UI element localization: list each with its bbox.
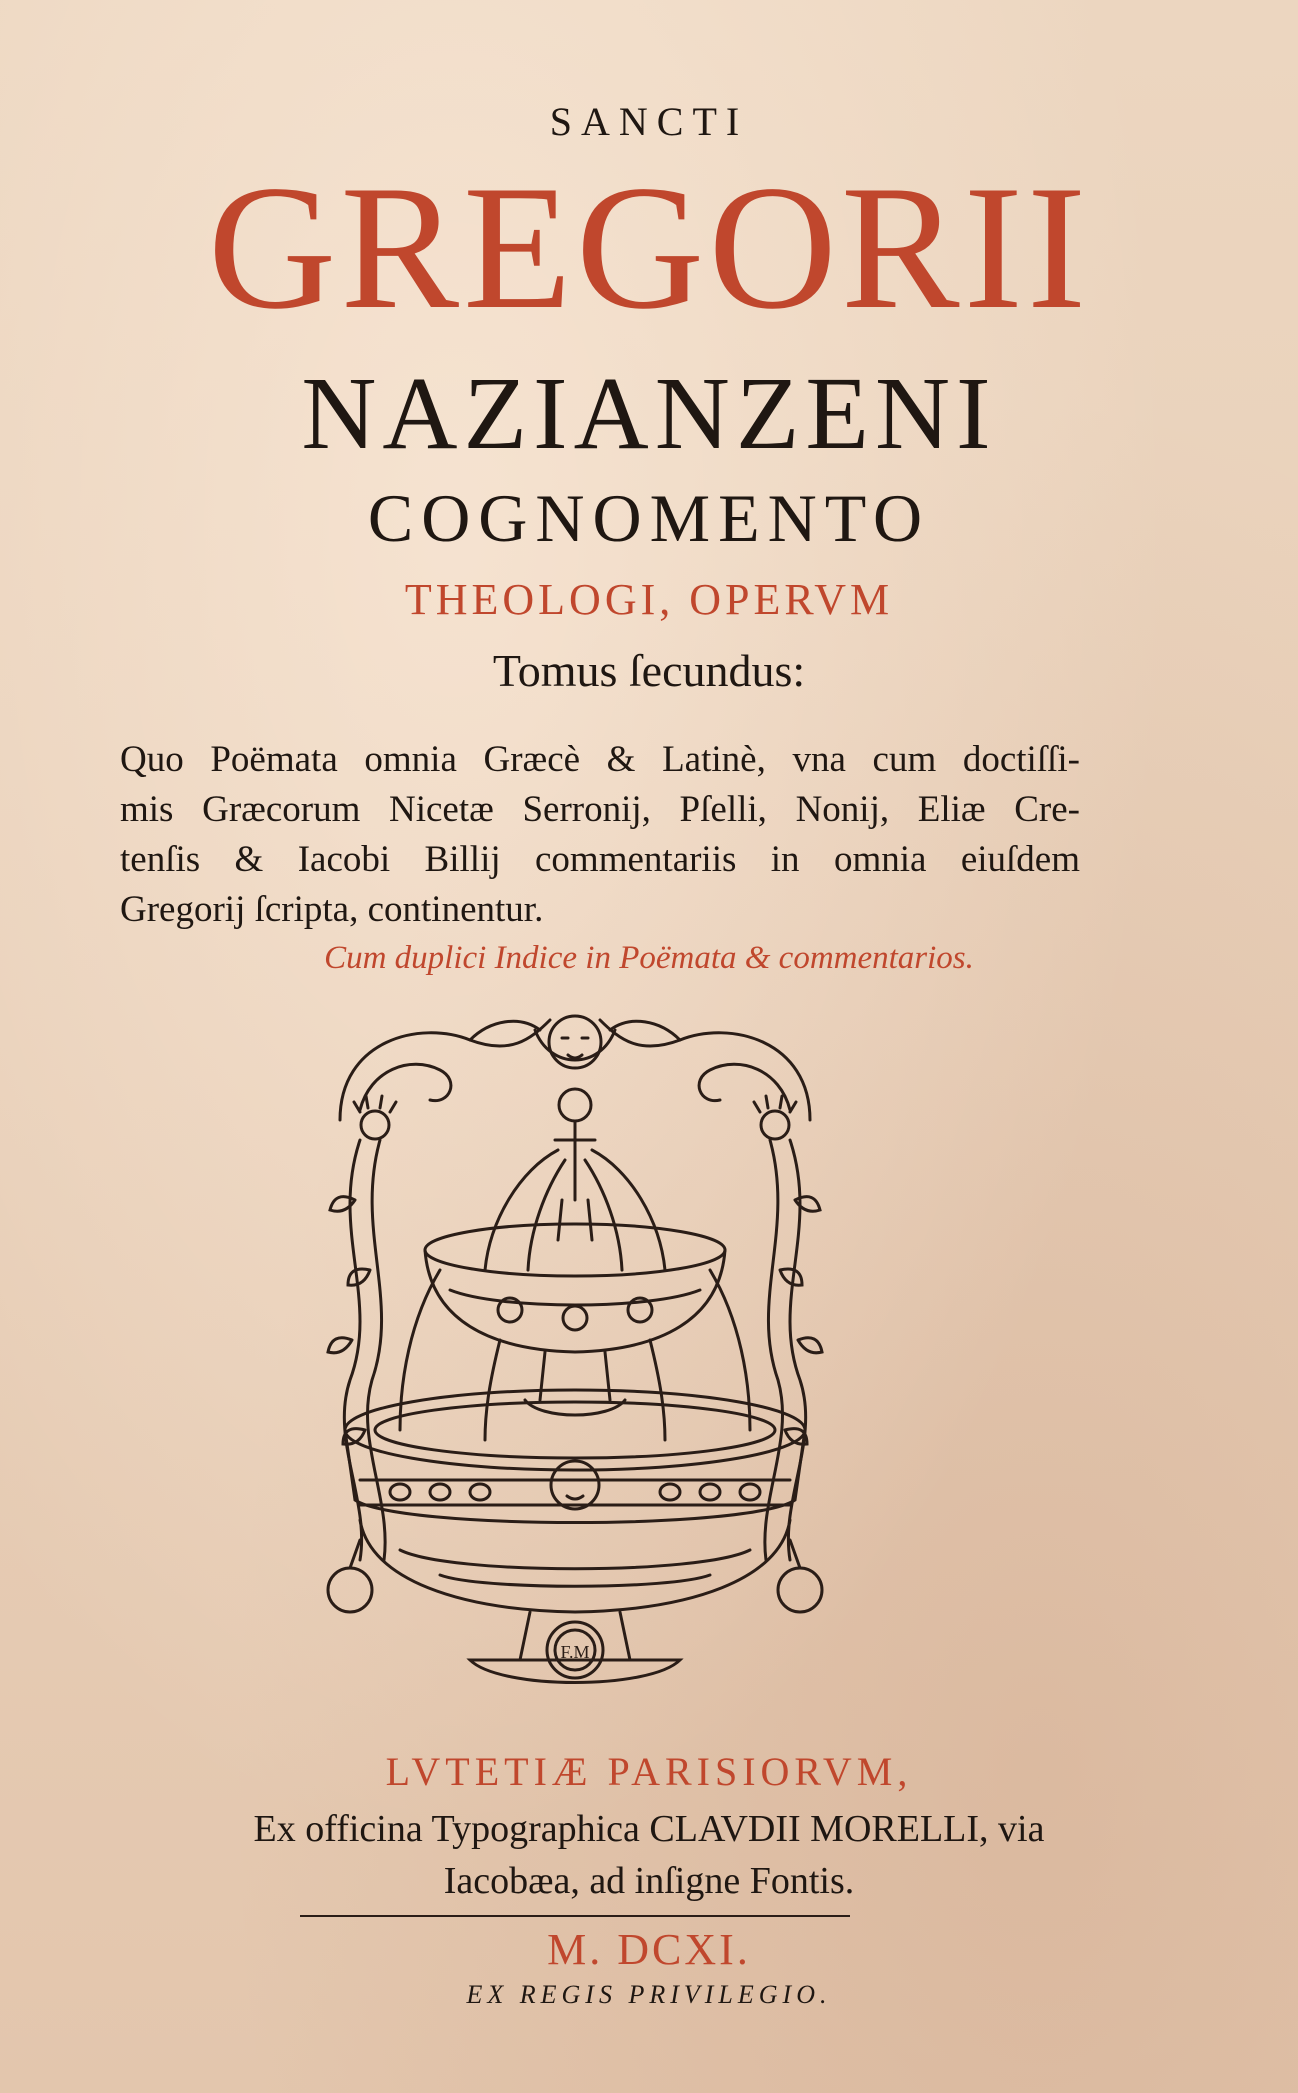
fountain-woodcut-icon (300, 1000, 850, 1720)
title-tomus: Tomus ſecundus: (492, 645, 806, 696)
imprint-printer: Ex officina Typographica CLAVDII MORELLI, via (253, 1808, 1045, 1850)
title-nazianzeni: NAZIANZENI (301, 356, 997, 471)
title-gregorii: GREGORII (207, 148, 1091, 346)
printer-initials: F.M (560, 1642, 590, 1662)
description-line: mis Græcorum Nicetæ Serronij, Pſelli, Nonij, Eliæ Cre- (120, 789, 1080, 830)
imprint-year: M. DCXI. (547, 1925, 751, 1974)
imprint-privilege: EX REGIS PRIVILEGIO. (466, 1980, 832, 2009)
description-paragraph (120, 735, 1080, 935)
title-sancti: SANCTI (549, 99, 749, 144)
index-note: Cum duplici Indice in Poëmata & commentarios. (324, 940, 974, 976)
imprint-city: LVTETIÆ PARISIORVM, (385, 1749, 913, 1794)
description-line: tenſis & Iacobi Billij commentariis in omnia eiuſdem (120, 839, 1080, 880)
description-line: Quo Poëmata omnia Græcè & Latinè, vna cum doctiſſi- (120, 739, 1080, 780)
title-cognomento: COGNOMENTO (367, 480, 931, 556)
divider-rule (300, 1915, 850, 1917)
imprint-address: Iacobæa, ad inſigne Fontis. (443, 1860, 855, 1902)
description-line: Gregorij ſcripta, continentur. (120, 889, 544, 930)
title-theologi-operum: THEOLOGI, OPERVM (404, 575, 894, 624)
